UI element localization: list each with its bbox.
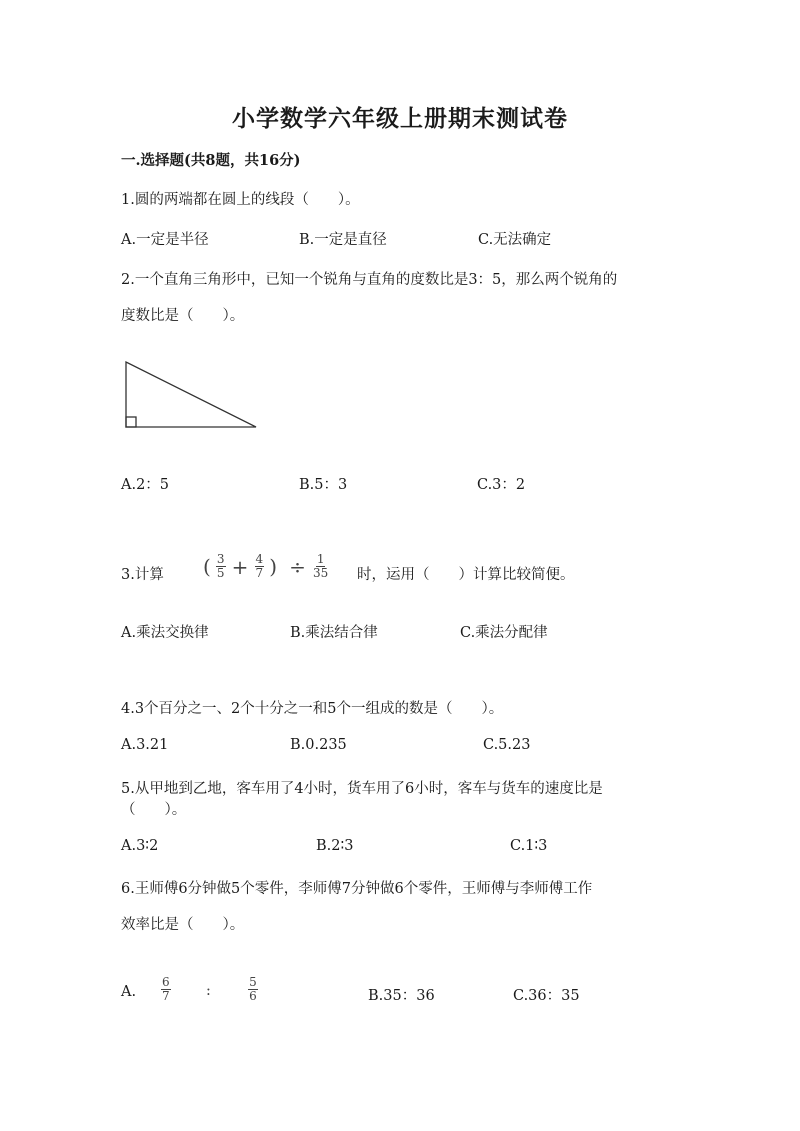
question-5-text-line2: （ ）。 xyxy=(121,802,187,818)
question-6-text-line1: 6.王师傅6分钟做5个零件，李师傅7分钟做6个零件，王师傅与李师傅工作 xyxy=(121,881,593,897)
question-1-option-c[interactable]: C.无法确定 xyxy=(478,232,552,248)
question-1-option-b[interactable]: B.一定是直径 xyxy=(299,232,387,248)
question-6-option-c[interactable]: C.36：35 xyxy=(513,988,580,1004)
question-6-option-a-label: A. xyxy=(121,984,137,1000)
question-6-text-line2: 效率比是（ ）。 xyxy=(121,917,245,933)
fraction-a-denominator: 5 xyxy=(216,566,225,580)
question-5-text-line1: 5.从甲地到乙地，客车用了4小时，货车用了6小时，客车与货车的速度比是 xyxy=(121,781,603,797)
question-6-option-a-expression xyxy=(161,976,258,1003)
fraction-li xyxy=(248,976,258,1003)
question-1-text: 1.圆的两端都在圆上的线段（ ）。 xyxy=(121,192,360,208)
question-5-option-b[interactable]: B.2∶3 xyxy=(316,838,354,854)
fraction-li-numerator: 5 xyxy=(249,975,257,989)
question-3-option-a[interactable]: A.乘法交换律 xyxy=(121,625,209,641)
triangle-shape xyxy=(126,362,256,427)
fraction-b xyxy=(255,553,265,580)
question-3-expression xyxy=(203,553,329,580)
question-2-text-line1: 2.一个直角三角形中，已知一个锐角与直角的度数比是3：5，那么两个锐角的 xyxy=(121,272,618,288)
question-4-option-a[interactable]: A.3.21 xyxy=(121,737,169,753)
plus-sign: + xyxy=(231,554,249,579)
fraction-c-denominator: 35 xyxy=(313,566,329,580)
question-2-option-b[interactable]: B.5：3 xyxy=(299,477,348,493)
divide-sign: ÷ xyxy=(289,554,306,579)
fraction-b-denominator: 7 xyxy=(255,566,264,580)
question-4-option-c[interactable]: C.5.23 xyxy=(483,737,531,753)
question-3-option-b[interactable]: B.乘法结合律 xyxy=(290,625,378,641)
fraction-a-numerator: 3 xyxy=(216,552,225,566)
right-paren: ) xyxy=(269,554,278,579)
question-4-option-b[interactable]: B.0.235 xyxy=(290,737,347,753)
question-4-text: 4.3个百分之一、2个十分之一和5个一组成的数是（ ）。 xyxy=(121,701,504,717)
question-3-prefix: 3.计算 xyxy=(121,567,164,583)
question-3-suffix: 时，运用（ ）计算比较简便。 xyxy=(357,567,575,583)
right-triangle-figure xyxy=(120,358,262,432)
question-3-option-c[interactable]: C.乘法分配律 xyxy=(460,625,548,641)
fraction-wang-denominator: 7 xyxy=(162,989,170,1003)
question-2-option-c[interactable]: C.3：2 xyxy=(477,477,526,493)
section-heading: 一.选择题(共8题，共16分) xyxy=(121,152,301,169)
fraction-li-denominator: 6 xyxy=(249,989,257,1003)
fraction-a xyxy=(216,553,226,580)
question-2-text-line2: 度数比是（ ）。 xyxy=(121,308,245,324)
question-5-option-c[interactable]: C.1∶3 xyxy=(510,838,548,854)
page-title: 小学数学六年级上册期末测试卷 xyxy=(232,105,568,132)
question-6-option-a[interactable] xyxy=(121,984,136,1000)
ratio-colon: : xyxy=(205,980,211,999)
fraction-b-numerator: 4 xyxy=(255,552,264,566)
question-5-option-a[interactable]: A.3∶2 xyxy=(121,838,159,854)
left-paren: ( xyxy=(203,554,211,579)
fraction-c-numerator: 1 xyxy=(316,552,325,566)
fraction-wang xyxy=(161,976,171,1003)
fraction-wang-numerator: 6 xyxy=(162,975,170,989)
right-angle-marker xyxy=(126,417,136,427)
question-2-option-a[interactable]: A.2：5 xyxy=(121,477,170,493)
fraction-c xyxy=(312,553,329,580)
question-6-option-b[interactable]: B.35：36 xyxy=(368,988,435,1004)
question-1-option-a[interactable]: A.一定是半径 xyxy=(121,232,209,248)
